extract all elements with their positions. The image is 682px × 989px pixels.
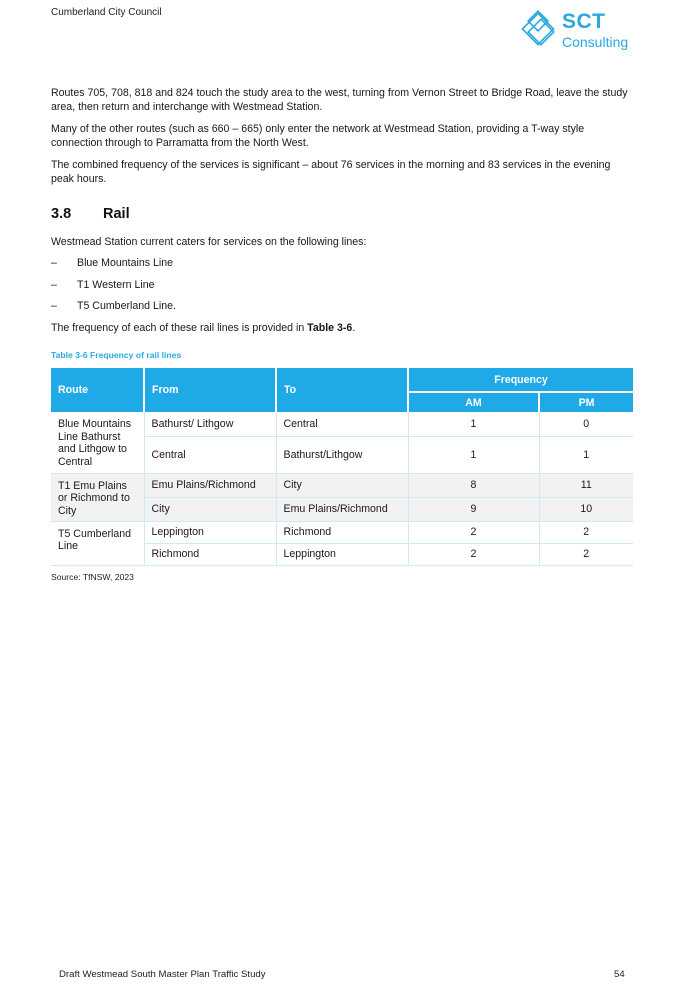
- from-cell: City: [144, 497, 276, 521]
- am-cell: 8: [408, 473, 539, 497]
- am-cell: 2: [408, 543, 539, 565]
- table-row: [51, 473, 633, 497]
- logo-subtitle: Consulting: [562, 34, 629, 50]
- to-cell: Richmond: [276, 521, 408, 543]
- logo-name: SCT: [562, 10, 606, 33]
- column-header-from: From: [144, 368, 276, 412]
- pm-cell: 0: [539, 412, 633, 436]
- footer-page-number: 54: [614, 969, 625, 980]
- section-title: Rail: [103, 206, 130, 222]
- bullet-dash: –: [51, 279, 57, 291]
- to-cell: City: [276, 473, 408, 497]
- table-source: Source: TfNSW, 2023: [51, 572, 134, 582]
- from-cell: Bathurst/ Lithgow: [144, 412, 276, 436]
- pm-cell: 11: [539, 473, 633, 497]
- bullet-text: T1 Western Line: [77, 279, 155, 291]
- route-cell: T5 Cumberland Line: [51, 521, 144, 565]
- company-logo: [518, 9, 638, 53]
- bullet-dash: –: [51, 257, 57, 269]
- from-cell: Emu Plains/Richmond: [144, 473, 276, 497]
- footer-document-title: Draft Westmead South Master Plan Traffic Study: [59, 969, 266, 980]
- column-header-to: To: [276, 368, 408, 412]
- rail-frequency-table: [51, 368, 633, 566]
- paragraph-text: .: [352, 322, 356, 334]
- paragraph-station-lines: Westmead Station current caters for services on the following lines:: [51, 236, 367, 248]
- pm-cell: 2: [539, 543, 633, 565]
- am-cell: 2: [408, 521, 539, 543]
- paragraph-combined-frequency: The combined frequency of the services is significant – about 76 services in the morning and 83 services in the evening peak hours.: [51, 159, 611, 185]
- bullet-dash: –: [51, 300, 57, 312]
- table-reference: Table 3-6: [307, 322, 353, 334]
- table-row: [51, 521, 633, 543]
- header-organisation: Cumberland City Council: [51, 7, 162, 18]
- section-number: 3.8: [51, 206, 72, 222]
- pm-cell: 2: [539, 521, 633, 543]
- bullet-text: T5 Cumberland Line.: [77, 300, 176, 312]
- paragraph-routes-west: Routes 705, 708, 818 and 824 touch the study area to the west, turning from Vernon Street to Bridge Road, leave the study area, then return and interchange with Westmead Station.: [51, 87, 628, 113]
- table-caption: Table 3-6 Frequency of rail lines: [51, 350, 182, 360]
- column-header-route: Route: [51, 368, 144, 412]
- am-cell: 1: [408, 412, 539, 436]
- route-cell: T1 Emu Plains or Richmond to City: [51, 473, 144, 521]
- paragraph-table-reference: [51, 321, 636, 335]
- diamond-logo-icon: [518, 9, 562, 53]
- to-cell: Leppington: [276, 543, 408, 565]
- column-header-pm: PM: [539, 392, 633, 412]
- pm-cell: 10: [539, 497, 633, 521]
- to-cell: Bathurst/Lithgow: [276, 436, 408, 473]
- pm-cell: 1: [539, 436, 633, 473]
- route-cell: Blue Mountains Line Bathurst and Lithgow to Central: [51, 412, 144, 473]
- am-cell: 1: [408, 436, 539, 473]
- table-row: [51, 412, 633, 436]
- from-cell: Leppington: [144, 521, 276, 543]
- am-cell: 9: [408, 497, 539, 521]
- column-header-am: AM: [408, 392, 539, 412]
- to-cell: Emu Plains/Richmond: [276, 497, 408, 521]
- column-header-frequency: Frequency: [408, 368, 633, 392]
- from-cell: Central: [144, 436, 276, 473]
- to-cell: Central: [276, 412, 408, 436]
- paragraph-text: The frequency of each of these rail lines is provided in: [51, 322, 308, 334]
- paragraph-other-routes: Many of the other routes (such as 660 – 665) only enter the network at Westmead Station, providing a T-way style connection through to Parramatta from the North West.: [51, 123, 585, 149]
- bullet-text: Blue Mountains Line: [77, 257, 173, 269]
- from-cell: Richmond: [144, 543, 276, 565]
